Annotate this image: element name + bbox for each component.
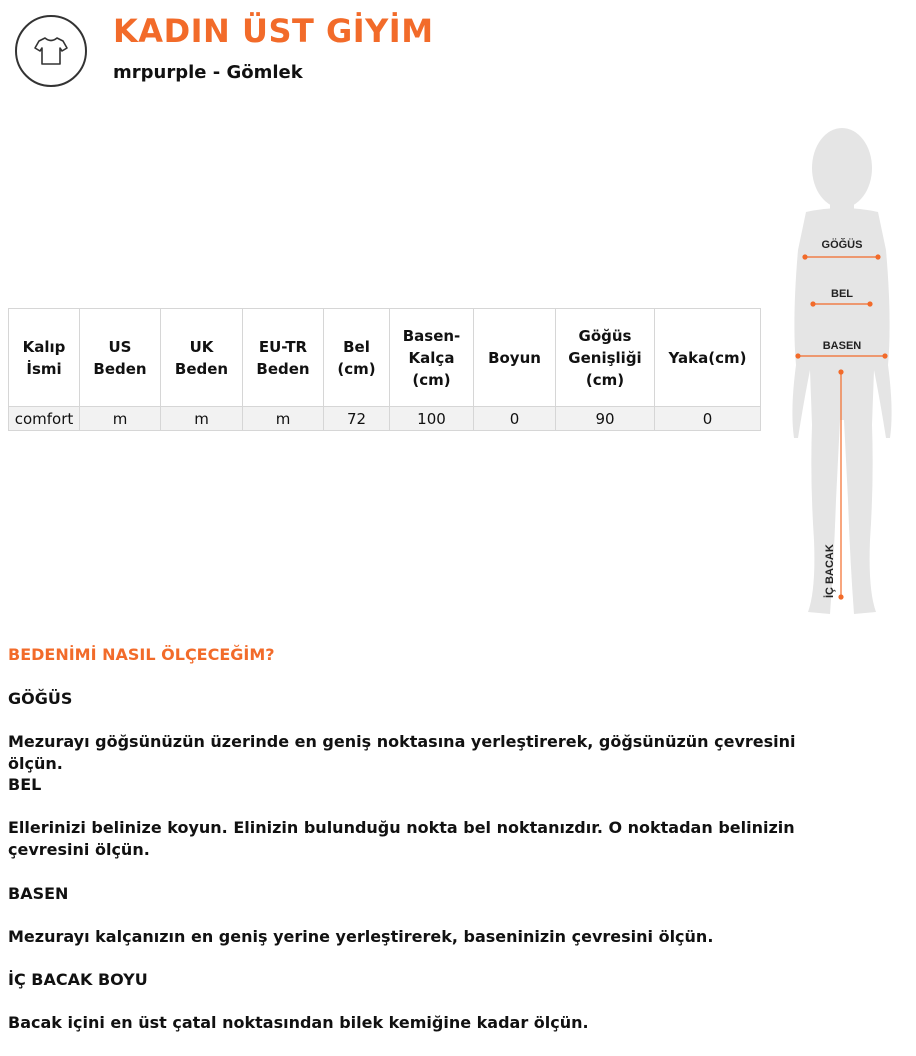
body-measurement-figure [770,120,916,620]
column-header: Boyun [474,309,556,407]
table-cell: 0 [655,407,761,431]
table-cell: 100 [390,407,474,431]
chest-section-label: GÖĞÜS [8,689,73,708]
table-row [9,407,761,431]
inseam-label: İÇ BACAK [824,544,836,598]
table-cell: m [161,407,243,431]
hip-section-label: BASEN [8,884,69,903]
table-cell: 72 [324,407,390,431]
table-cell: m [80,407,161,431]
waist-section-label: BEL [8,775,42,794]
product-subtitle: mrpurple - Gömlek [113,62,303,83]
chest-label: GÖĞÜS [821,239,863,251]
measurement-guide-heading: BEDENİMİ NASIL ÖLÇECEĞİM? [8,645,275,664]
column-header: EU-TR Beden [243,309,324,407]
table-header-row [9,309,761,407]
page-title: KADIN ÜST GİYİM [113,12,434,50]
hip-section-text: Mezurayı kalçanızın en geniş yerine yerleştirerek, baseninizin çevresini ölçün. [8,927,714,946]
column-header: UK Beden [161,309,243,407]
tshirt-icon [15,15,87,87]
size-table [8,308,761,431]
waist-label: BEL [831,288,853,300]
column-header: Göğüs Genişliği (cm) [556,309,655,407]
inseam-section-label: İÇ BACAK BOYU [8,970,148,989]
table-cell: 0 [474,407,556,431]
inseam-section-text: Bacak içini en üst çatal noktasından bilek kemiğine kadar ölçün. [8,1013,589,1032]
table-cell: 90 [556,407,655,431]
column-header: Bel (cm) [324,309,390,407]
column-header: Yaka(cm) [655,309,761,407]
column-header: Kalıp İsmi [9,309,80,407]
waist-section-text: Ellerinizi belinize koyun. Elinizin bulunduğu nokta bel noktanızdır. O noktadan belinizin çevresini ölçün. [8,818,795,859]
table-cell: m [243,407,324,431]
chest-section-text: Mezurayı göğsünüzün üzerinde en geniş noktasına yerleştirerek, göğsünüzün çevresini ölçün. [8,732,796,773]
table-cell: comfort [9,407,80,431]
column-header: Basen-Kalça (cm) [390,309,474,407]
hip-label: BASEN [822,340,862,352]
body-silhouette [770,120,916,620]
column-header: US Beden [80,309,161,407]
